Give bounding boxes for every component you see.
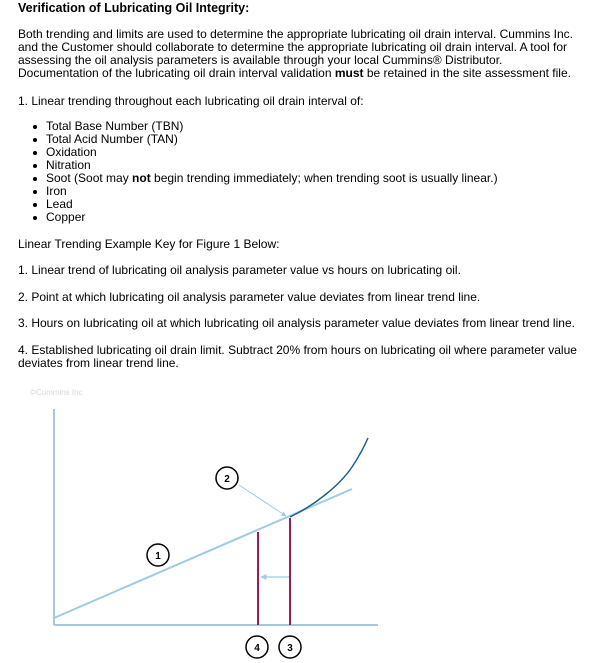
deviation-curve <box>290 438 368 517</box>
callout-3 <box>279 636 301 658</box>
bullet-icon <box>33 216 37 220</box>
bullet-icon <box>33 125 37 129</box>
list-item: Lead <box>18 198 498 211</box>
list-item: Total Acid Number (TAN) <box>18 133 498 146</box>
intro-paragraph <box>18 28 583 80</box>
callout-1 <box>147 544 169 566</box>
parameter-list <box>18 120 498 224</box>
key-heading: Linear Trending Example Key for Figure 1 Below: <box>18 237 280 251</box>
bullet-icon <box>33 203 37 207</box>
list-item: Nitration <box>18 159 498 172</box>
bullet-icon <box>33 190 37 194</box>
list-item: Copper <box>18 211 498 224</box>
callout-2-leader <box>239 485 286 516</box>
key-item-4: 4. Established lubricating oil drain limit. Subtract 20% from hours on lubricating oil where parameter value deviates from linear trend line. <box>18 343 577 370</box>
intro-text-after: be retained in the site assessment file. <box>363 66 571 80</box>
soot-emphasis: not <box>132 171 151 185</box>
key-item-2: 2. Point at which lubricating oil analysis parameter value deviates from linear trend line. <box>18 290 481 304</box>
bullet-icon <box>33 177 37 181</box>
bullet-icon <box>33 138 37 142</box>
list-item: Oxidation <box>18 146 498 159</box>
svg-text:4: 4 <box>254 643 260 654</box>
svg-text:3: 3 <box>287 643 293 654</box>
linear-trending-heading: 1. Linear trending throughout each lubricating oil drain interval of: <box>18 94 364 108</box>
bullet-icon <box>33 164 37 168</box>
list-item: Iron <box>18 185 498 198</box>
svg-text:1: 1 <box>155 551 161 562</box>
intro-text-before: Both trending and limits are used to determine the appropriate lubricating oil drain interval. Cummins Inc. and the Customer should collaborate to determine the appropriate lubricating oil drain interval. A tool for assessing the oil analysis parameters is available through your local Cummins® Distributor. Documentation of the lubricating oil drain interval validation <box>18 27 573 80</box>
callout-4 <box>246 636 268 658</box>
svg-text:2: 2 <box>224 474 230 485</box>
key-item-1: 1. Linear trend of lubricating oil analysis parameter value vs hours on lubricating oil. <box>18 263 461 277</box>
figure-1-trend-diagram <box>0 385 600 663</box>
key-item-3: 3. Hours on lubricating oil at which lubricating oil analysis parameter value deviates from linear trend line. <box>18 316 575 330</box>
list-item: Soot (Soot may not begin trending immediately; when trending soot is usually linear.) <box>18 172 498 185</box>
list-item: Total Base Number (TBN) <box>18 120 498 133</box>
bullet-icon <box>33 151 37 155</box>
page-title: Verification of Lubricating Oil Integrity: <box>18 1 250 15</box>
callout-2 <box>216 467 238 489</box>
intro-emphasis: must <box>334 66 364 80</box>
watermark: ©Cummins Inc <box>30 388 83 397</box>
